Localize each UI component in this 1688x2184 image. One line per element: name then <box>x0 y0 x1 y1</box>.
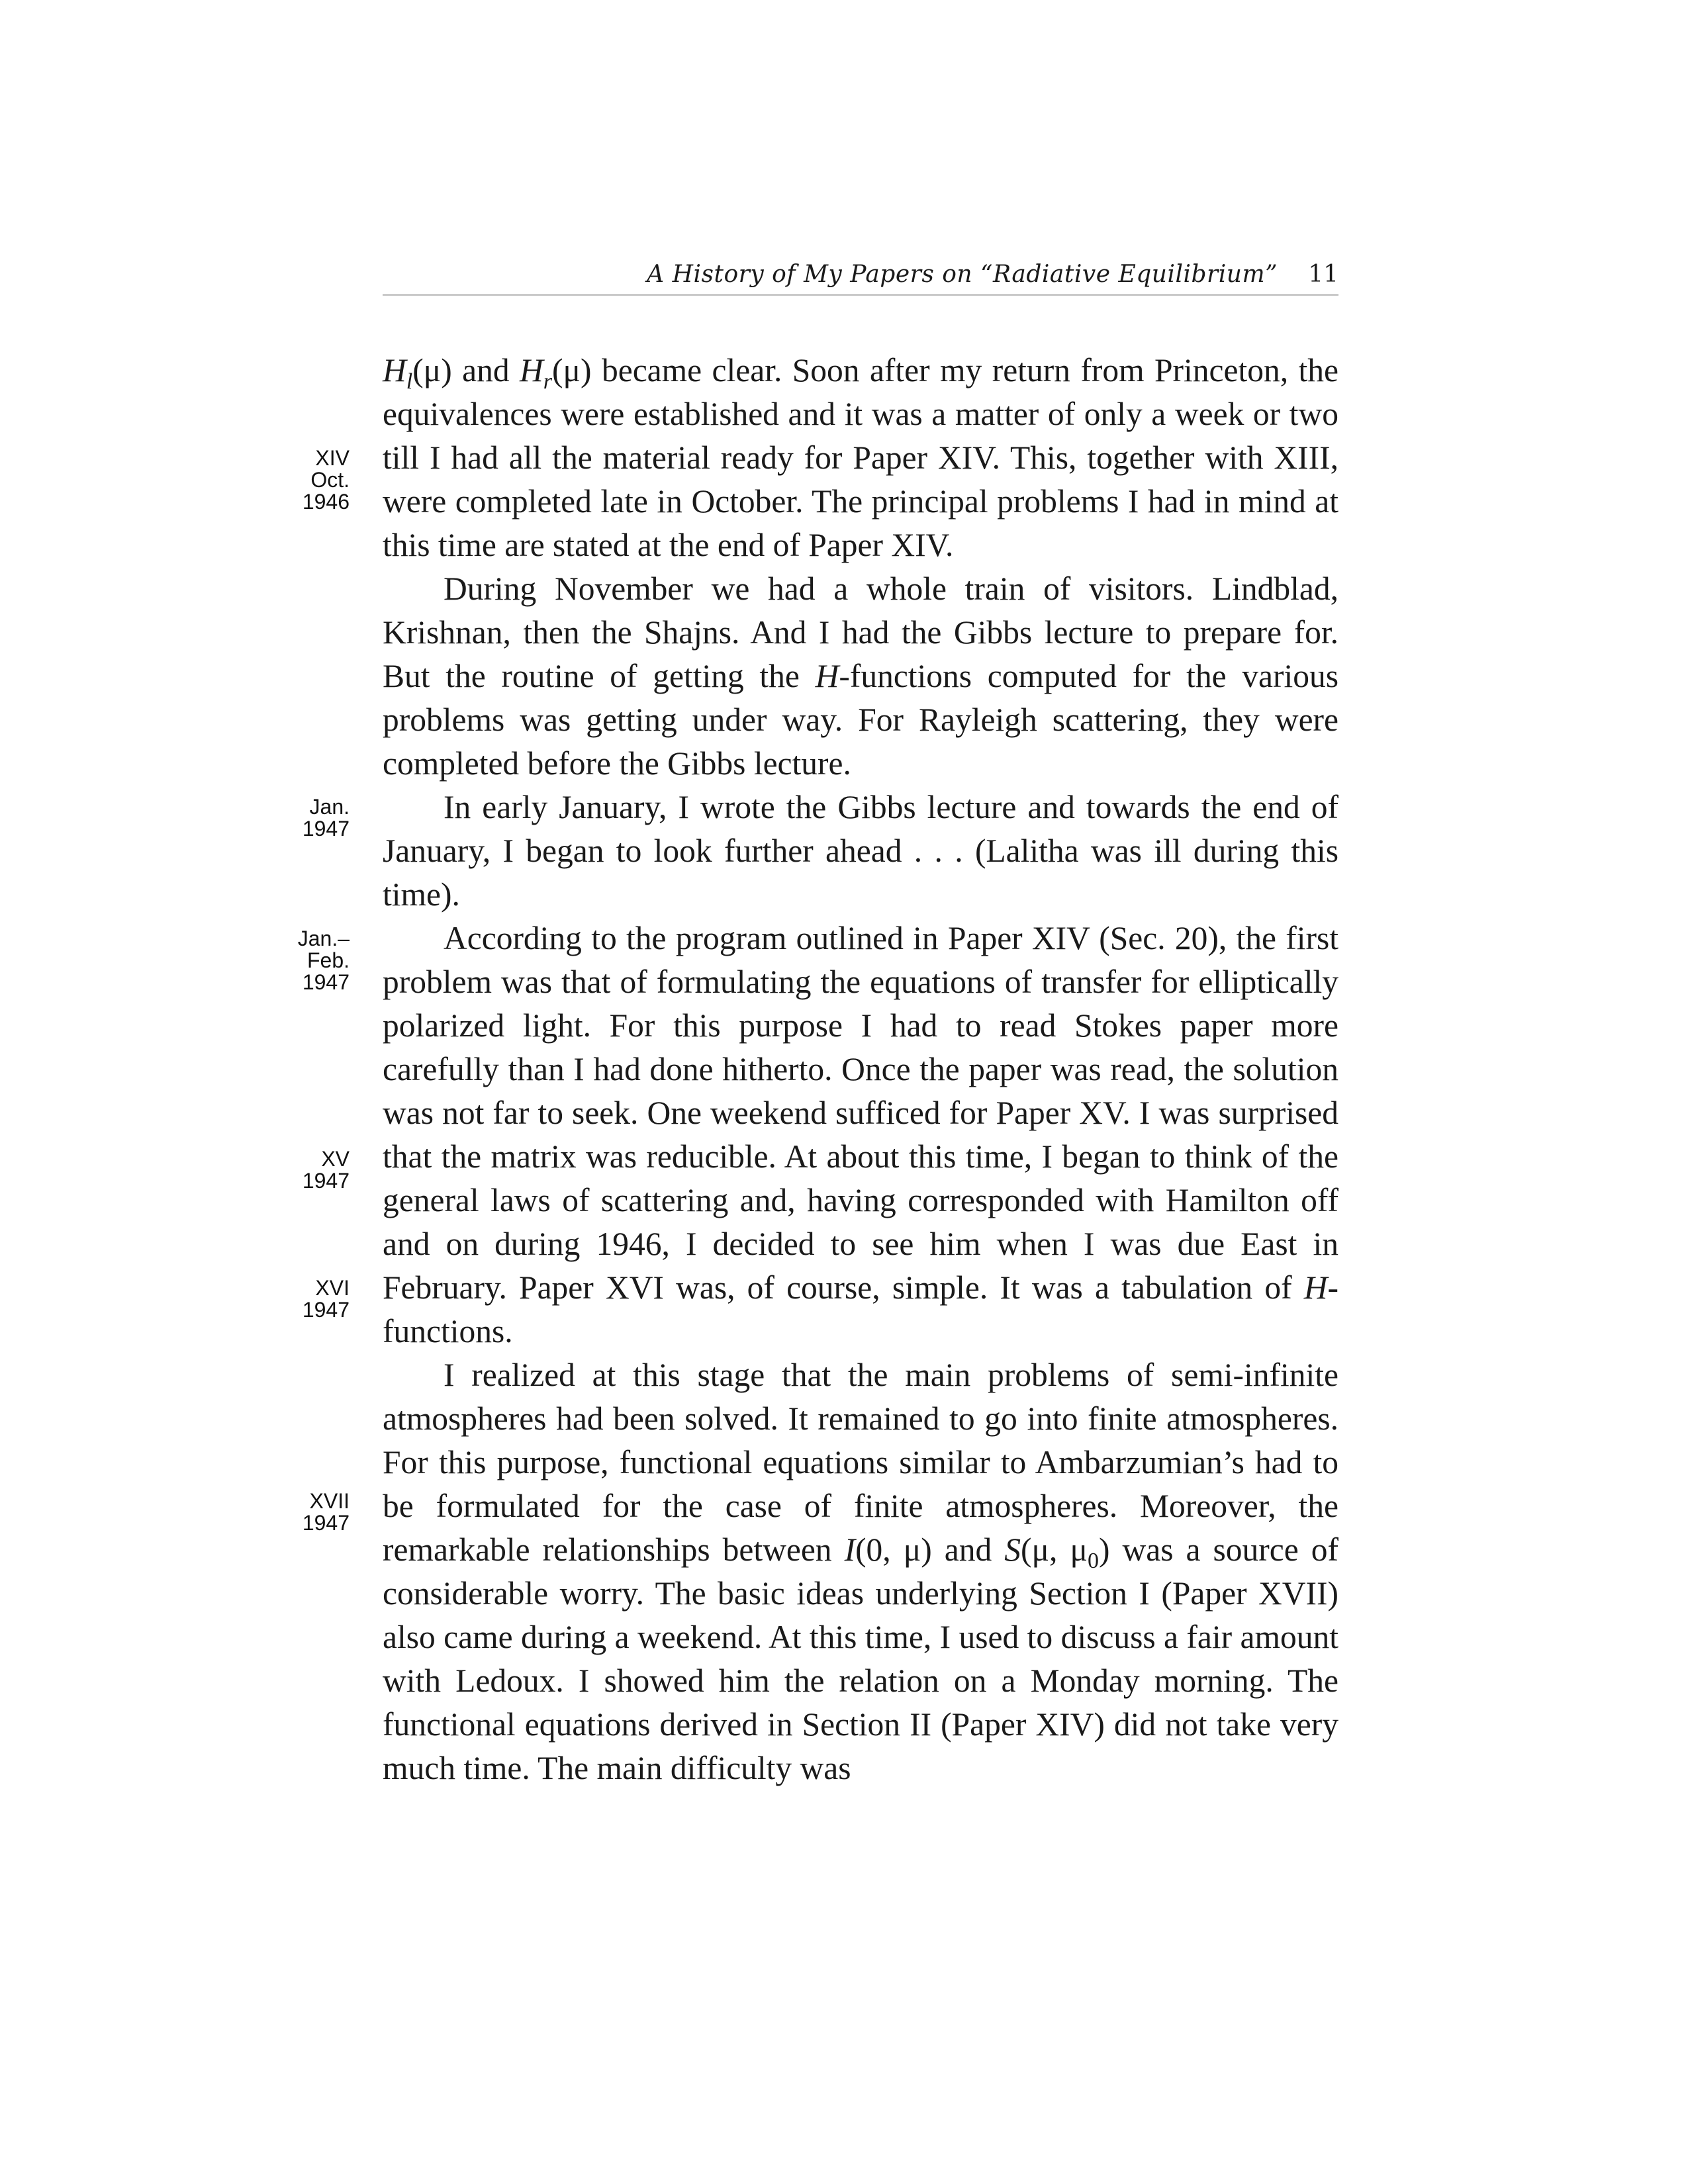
text-run: I realized at this stage that the main problems of semi-infinite atmospheres had been solved. It remained to go into finite atmospheres. For this purpose, functional equations similar to Ambarzumian’s had to be formulated for the case of finite atmospheres. Moreover, the remarkable relationships between <box>383 1357 1338 1568</box>
margin-note-line: 1947 <box>302 817 350 841</box>
margin-note-line: 1947 <box>302 1169 350 1193</box>
text-run: and <box>451 352 520 388</box>
math-h: H <box>383 352 406 388</box>
margin-note-jan <box>257 796 350 840</box>
margin-note-line: 1946 <box>302 490 350 514</box>
margin-note-line: Feb. <box>306 948 350 972</box>
text-run: was a source of considerable worry. The basic ideas underlying Section I (Paper XVII) also came during a weekend. At this time, I used to discuss a fair amount with Ledoux. I showed him the relation on a Monday morning. The functional equations derived in Section II (Paper XIV) did not take very much time. The main difficulty was <box>383 1531 1338 1786</box>
math-args: (μ, μ <box>1021 1531 1088 1568</box>
paragraph-4 <box>383 917 1338 1353</box>
math-h: H <box>1303 1269 1328 1306</box>
text-run: -functions. <box>383 1269 1338 1349</box>
margin-note-line: Jan.– <box>297 927 350 950</box>
margin-note-line: 1947 <box>302 1298 350 1322</box>
math-i: I <box>844 1531 856 1568</box>
margin-note-xv <box>257 1148 350 1192</box>
margin-note-line: Jan. <box>309 795 350 819</box>
margin-note-xiv <box>257 447 350 513</box>
math-args: (0, μ) <box>855 1531 932 1568</box>
math-args: (μ) <box>552 352 592 388</box>
math-s: S <box>1004 1531 1021 1568</box>
running-title: A History of My Papers on “Radiative Equilibrium” <box>647 261 1278 288</box>
margin-note-line: XVI <box>315 1276 350 1300</box>
paragraph-5 <box>383 1353 1338 1790</box>
body-text <box>383 349 1338 1790</box>
paragraph-2 <box>383 567 1338 786</box>
math-subscript: 0 <box>1088 1548 1099 1573</box>
running-header <box>383 259 1338 296</box>
text-run: and <box>931 1531 1005 1568</box>
margin-note-line: XVII <box>309 1489 350 1513</box>
paragraph-3: In early January, I wrote the Gibbs lecture and towards the end of January, I began to look further ahead . . . (Lalitha was ill during this time). <box>383 789 1338 913</box>
margin-note-xvi <box>257 1277 350 1321</box>
math-subscript: l <box>406 369 413 394</box>
math-h: H <box>520 352 543 388</box>
paragraph-1 <box>383 349 1338 567</box>
margin-note-jan-feb <box>257 928 350 993</box>
margin-note-line: Oct. <box>310 468 350 492</box>
text-run: During November we had a whole train of visitors. Lindblad, Krishnan, then the Shajns. And I had the Gibbs lecture to prepare for. But the routine of getting the <box>383 570 1338 694</box>
math-args: ) <box>1099 1531 1110 1568</box>
text-run: -functions computed for the various problems was getting under way. For Rayleigh scattering, they were completed before the Gibbs lecture. <box>383 658 1338 782</box>
math-subscript: r <box>543 369 553 394</box>
text-run: According to the program outlined in Paper XIV (Sec. 20), the first problem was that of formulating the equations of transfer for elliptically polarized light. For this purpose I had to read Stokes paper more carefully than I had done hitherto. Once the paper was read, the solution was not far to seek. One weekend sufficed for Paper XV. I was surprised that the matrix was reducible. At about this time, I began to think of the general laws of scattering and, having corresponded with Hamilton off and on during 1946, I decided to see him when I was due East in February. Paper XVI was, of course, simple. It was a tabulation of <box>383 920 1338 1306</box>
math-h: H <box>815 658 839 694</box>
margin-note-xvii <box>257 1490 350 1534</box>
page-number: 11 <box>1308 261 1338 288</box>
margin-note-line: 1947 <box>302 970 350 994</box>
math-args: (μ) <box>412 352 452 388</box>
margin-note-line: XIV <box>315 446 350 470</box>
margin-note-line: 1947 <box>302 1511 350 1535</box>
text-run: became clear. Soon after my return from Princeton, the equivalences were established and it was a matter of only a week or two till I had all the material ready for Paper XIV. This, together with XIII, were completed late in October. The principal problems I had in mind at this time are stated at the end of Paper XIV. <box>383 352 1338 563</box>
margin-note-line: XV <box>321 1147 350 1171</box>
